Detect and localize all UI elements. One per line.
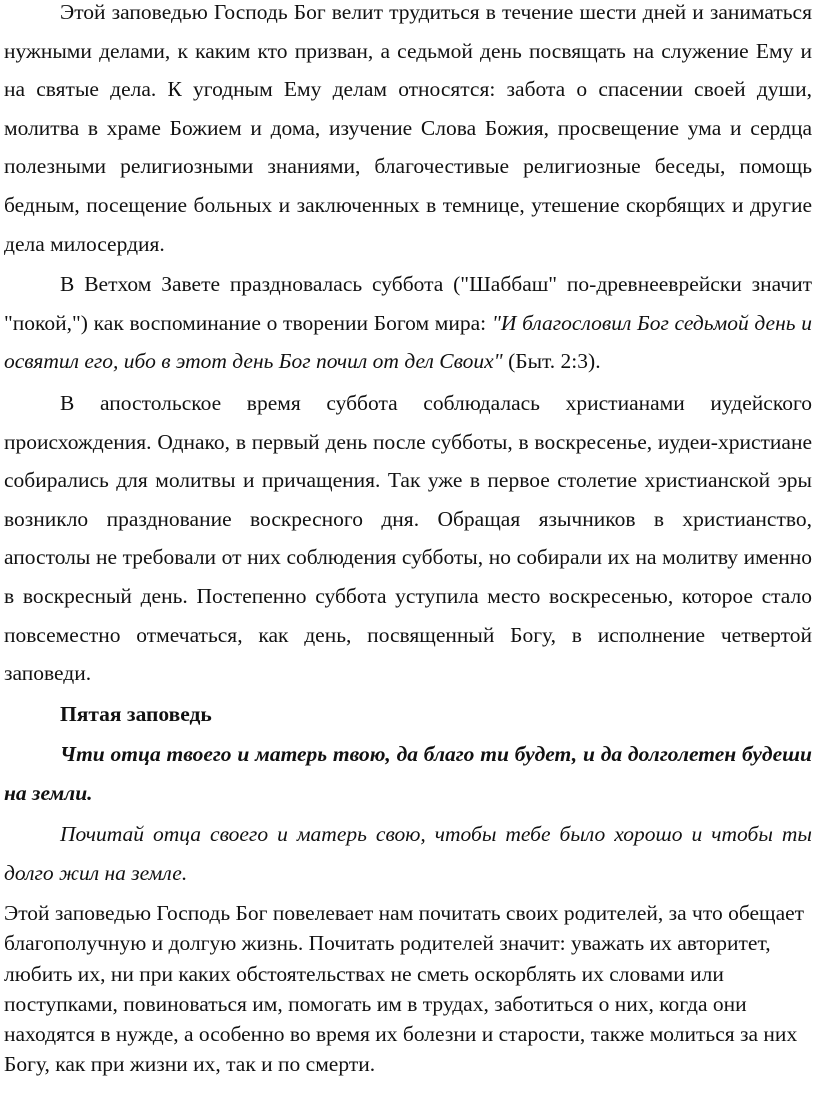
commandment-explanation: Этой заповедью Господь Бог повелевает нам почитать своих родителей, за что обещает благополучную и долгую жизнь. Почитать родителей значит: уважать их авторитет, любить их, ни при каких обстоятельствах не сметь оскорблять их словами или поступками, повиноваться им, помогать им в трудах, заботиться о них, когда они находятся в нужде, а особенно во время их болезни и старости, также молиться за них Богу, как при жизни их, так и по смерти. [4, 901, 805, 1077]
old-testament-text: В Ветхом Завете праздновалась суббота ("Шаббаш" по-древнееврейски значит "покой,") как воспоминание о творении Богом мира: [4, 272, 812, 335]
commandment-paraphrase: Почитай отца своего и матерь свою, чтобы тебе было хорошо и чтобы ты долго жил на земле. [4, 822, 812, 886]
genesis-quote: "И благословил Бог седьмой день и освятил его, ибо в этот день Бог почил от дел Своих" [4, 310, 813, 374]
paragraph-sabbath-duty: Этой заповедью Господь Бог велит трудиться в течение шести дней и заниматься нужными делами, к каким кто призван, а седьмой день посвящать на служение Ему и на святые дела. К угодным Ему делам относятся: забота о спасении своей души, молитва в храме Божием и дома, изучение Слова Божия, просвещение ума и сердца полезными религиозными знаниями, благочестивые религиозные беседы, помощь бедным, посещение больных и заключенных в темнице, утешение скорбящих и другие дела милосердия. [4, 0, 812, 256]
paragraph-old-testament [4, 265, 812, 381]
commandment-text: Чти отца твоего и матерь твою, да благо ти будет, и да долголетен будеши на земли. [4, 742, 812, 806]
genesis-reference: (Быт. 2:3). [502, 349, 601, 374]
section-heading: Пятая заповедь [60, 701, 212, 726]
paragraph-apostolic-time: В апостольское время суббота соблюдалась христианами иудейского происхождения. Однако, в первый день после субботы, в воскресенье, иудеи-христиане собирались для молитвы и причащения. Так уже в первое столетие христианской эры возникло празднование воскресного дня. Обращая язычников в христианство, апостолы не требовали от них соблюдения субботы, но собирали их на молитву именно в воскресный день. Постепенно суббота уступила место воскресенью, которое стало повсеместно отмечаться, как день, посвященный Богу, в исполнение четвертой заповеди. [4, 390, 812, 686]
